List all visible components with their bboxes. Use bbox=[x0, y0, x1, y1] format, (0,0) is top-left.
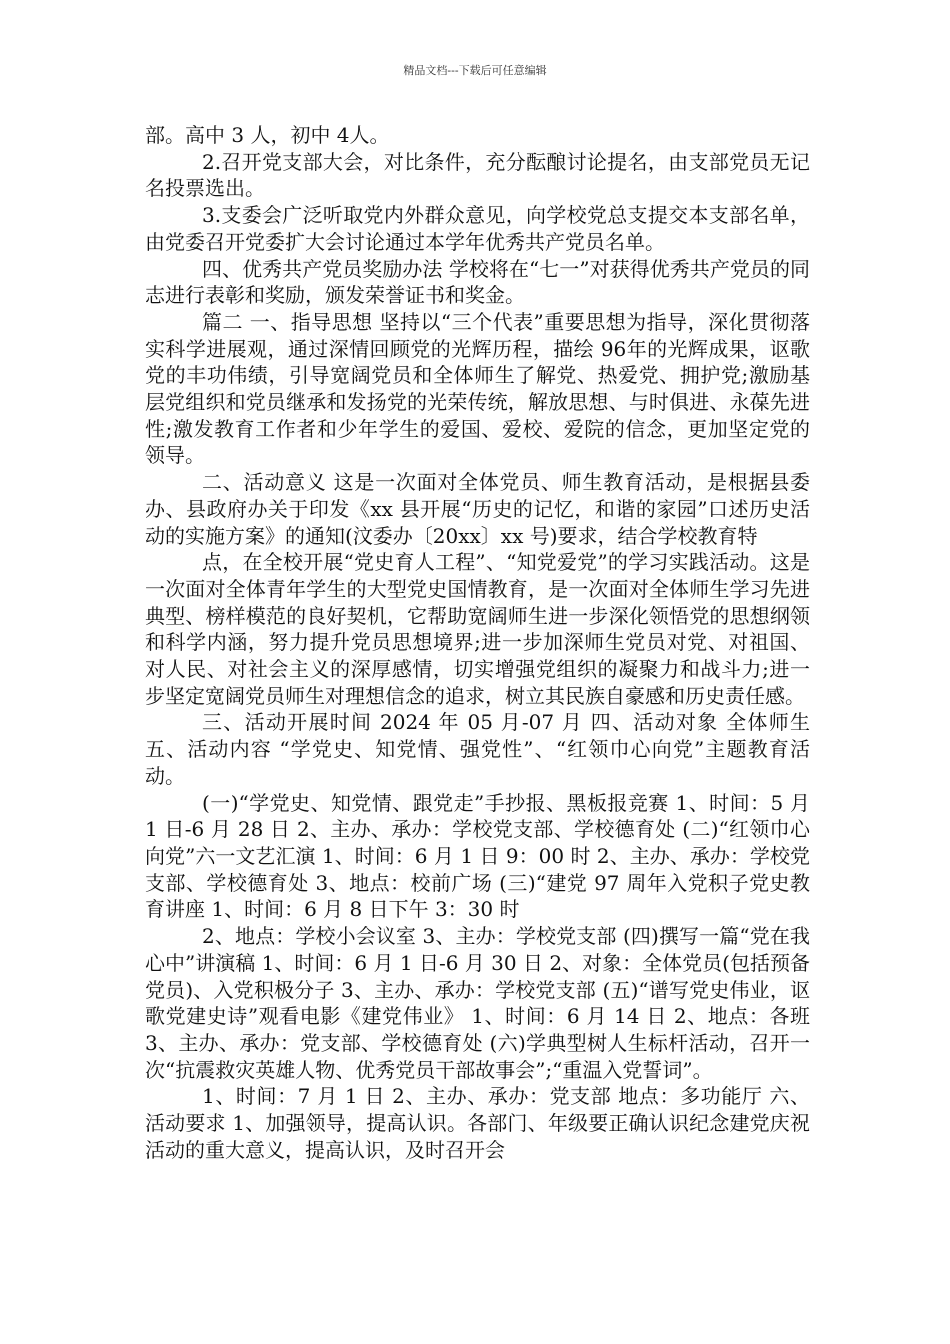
paragraph: (一)“学党史、知党情、跟党走”手抄报、黑板报竞赛 1、时间：5 月 1 日-6 月 28 日 2、主办、承办：学校党支部、学校德育处 (二)“红领巾心向党”六一文艺汇演 1、时间：6 月 1 日 9：00 时 2、主办、承办：学校党支部、学校德育处 3、地点：校前广场 (三)“建党 97 周年入党积子党史教育讲座 1、时间：6 月 8 日下午 3：30 时 bbox=[145, 790, 810, 922]
page-header: 精品文档---下载后可任意编辑 bbox=[403, 64, 547, 77]
paragraph: 3.支委会广泛听取党内外群众意见，向学校党总支提交本支部名单，由党委召开党委扩大会讨论通过本学年优秀共产党员名单。 bbox=[145, 203, 810, 254]
paragraph: 点，在全校开展“党史育人工程”、“知党爱党”的学习实践活动。这是一次面对全体青年学生的大型党史国情教育，是一次面对全体师生学习先进典型、榜样模范的良好契机，它帮助宽阔师生进一步深化领悟党的思想纲领和科学内涵，努力提升党员思想境界;进一步加深师生党员对党、对祖国、对人民、对社会主义的深厚感情，切实增强党组织的凝聚力和战斗力;进一步坚定宽阔党员师生对理想信念的追求，树立其民族自豪感和历史责任感。 bbox=[145, 550, 810, 708]
document-body bbox=[145, 122, 810, 1163]
paragraph: 2.召开党支部大会，对比条件，充分酝酿讨论提名，由支部党员无记名投票选出。 bbox=[145, 149, 810, 201]
paragraph: 1、时间：7 月 1 日 2、主办、承办：党支部 地点：多功能厅 六、活动要求 1、加强领导，提高认识。各部门、年级要正确认识纪念建党庆祝活动的重大意义，提高认识，及时召开会 bbox=[145, 1084, 810, 1162]
paragraph: 四、优秀共产党员奖励办法 学校将在“七一”对获得优秀共产党员的同志进行表彰和奖励，颁发荣誉证书和奖金。 bbox=[145, 256, 810, 308]
paragraph: 篇二 一、指导思想 坚持以“三个代表”重要思想为指导，深化贯彻落实科学进展观，通过深情回顾党的光辉历程，描绘 96年的光辉成果，讴歌党的丰功伟绩，引导宽阔党员和全体师生了解党、热爱党、拥护党;激励基层党组织和党员继承和发扬党的光荣传统，解放思想、与时俱进、永葆先进性;激发教育工作者和少年学生的爱国、爱校、爱院的信念，更加坚定党的领导。 bbox=[145, 309, 810, 468]
paragraph: 部。高中 3 人，初中 4人。 bbox=[145, 123, 390, 147]
paragraph: 三、活动开展时间 2024 年 05 月-07 月 四、活动对象 全体师生 五、活动内容 “学党史、知党情、强党性”、“红领巾心向党”主题教育活动。 bbox=[145, 710, 810, 788]
paragraph: 2、地点：学校小会议室 3、主办：学校党支部 (四)撰写一篇“党在我心中”讲演稿 1、时间：6 月 1 日-6 月 30 日 2、对象：全体党员(包括预备党员)、入党积极分子 3、主办、承办：学校党支部 (五)“谱写党史伟业，讴歌党建史诗”观看电影《建党伟业》 1、时间：6 月 14 日 2、地点：各班 3、主办、承办：党支部、学校德育处 (六)学典型树人生标杆活动，召开一次“抗震救灾英雄人物、优秀党员干部故事会”;“重温入党誓词”。 bbox=[145, 924, 810, 1082]
paragraph: 二、活动意义 这是一次面对全体党员、师生教育活动，是根据县委办、县政府办关于印发《xx 县开展“历史的记忆，和谐的家园”口述历史活动的实施方案》的通知(汶委办〔20xx〕xx 号)要求，结合学校教育特 bbox=[145, 470, 810, 548]
